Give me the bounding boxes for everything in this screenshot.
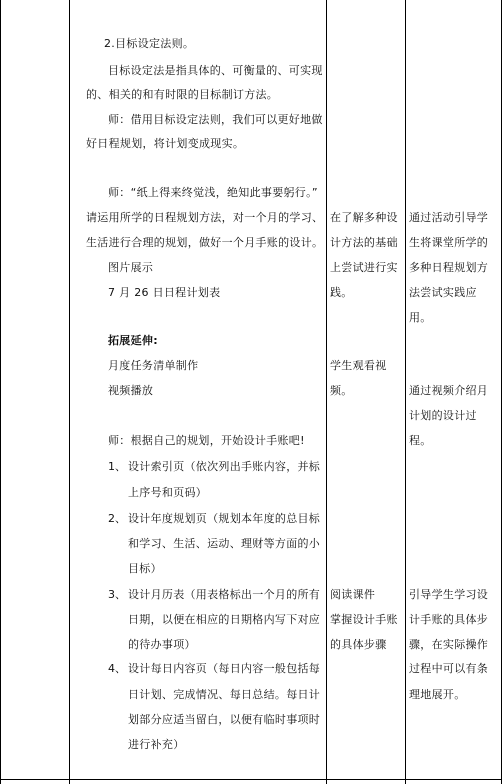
step-line: 上序号和页码） [128,486,208,499]
paragraph-line: 7 月 26 日日程计划表 [108,286,221,299]
activity-line: 阅读课件 [330,588,376,601]
step-line: 和学习、生活、运动、理财等方面的小 [128,537,321,550]
intent-line: 法尝试实践应 [409,286,477,299]
paragraph-line: 生活进行合理的规划，做好一个月手账的设计。 [86,236,324,249]
section-heading: 2.目标设定法则。 [104,37,195,50]
extension-item: 视频播放 [108,384,154,397]
step-line: 日期，以便在相应的日期格内写下对应 [128,613,321,626]
paragraph-line: 请运用所学的日程规划方法，对一个月的学习、 [86,211,324,224]
intent-line: 计划的设计过 [409,409,477,422]
intent-line: 程。 [409,434,432,447]
step-line: 设计年度规划页（规划本年度的总目标 [128,512,321,525]
activity-line: 学生观看视 [330,359,387,372]
paragraph-line: 师：根据自己的规划，开始设计手账吧! [108,434,305,447]
activity-line: 的具体步骤 [330,638,387,651]
step-line: 设计每日内容页（每日内容一般包括每 [128,662,321,675]
intent-line: 引导学生学习设 [409,588,489,601]
intent-line: 骤，在实际操作 [409,638,489,651]
activity-line: 计方法的基础 [330,236,398,249]
activity-line: 践。 [330,286,353,299]
step-number: 4、 [108,662,126,675]
intent-line: 通过活动引导学 [409,211,489,224]
table-border-bottom [0,779,502,780]
step-number: 1、 [108,460,126,473]
paragraph-line: 目标设定法是指具体的、可衡量的、可实现 [108,64,323,77]
intent-line: 理地展开。 [409,688,466,701]
paragraph-line: 师：“纸上得来终觉浅，绝知此事要躬行。” [108,186,318,199]
intent-line: 过程中可以有条 [409,662,489,675]
step-line: 进行补充） [128,738,185,751]
activity-line: 在了解多种设 [330,211,398,224]
table-border-right [501,0,502,784]
step-number: 3、 [108,588,126,601]
step-line: 目标） [128,562,162,575]
step-line: 日计划、完成情况、每日总结。每日计 [128,688,321,701]
activity-line: 上尝试进行实 [330,261,398,274]
intent-line: 计手账的具体步 [409,613,489,626]
paragraph-line: 的、相关的和有时限的目标制订方法。 [86,88,279,101]
table-border-left [0,0,1,784]
intent-line: 多种日程规划方 [409,261,489,274]
step-line: 的待办事项） [128,638,196,651]
column-divider-1 [69,0,70,784]
step-line: 设计索引页（依次列出手账内容，并标 [128,460,321,473]
intent-line: 生将课堂所学的 [409,236,489,249]
column-divider-2 [326,0,327,784]
activity-line: 掌握设计手账 [330,613,398,626]
activity-line: 频。 [330,384,353,397]
paragraph-line: 师：借用目标设定法则，我们可以更好地做 [108,113,323,126]
intent-line: 通过视频介绍月 [409,384,489,397]
step-number: 2、 [108,512,126,525]
intent-line: 用。 [409,311,432,324]
column-divider-3 [405,0,406,784]
paragraph-line: 好日程规划，将计划变成现实。 [86,137,245,150]
extension-title: 拓展延伸: [108,334,158,347]
step-line: 划部分应适当留白，以便有临时事项时 [128,713,321,726]
step-line: 设计月历表（用表格标出一个月的所有 [128,588,321,601]
paragraph-line: 图片展示 [108,261,154,274]
extension-item: 月度任务清单制作 [108,359,199,372]
